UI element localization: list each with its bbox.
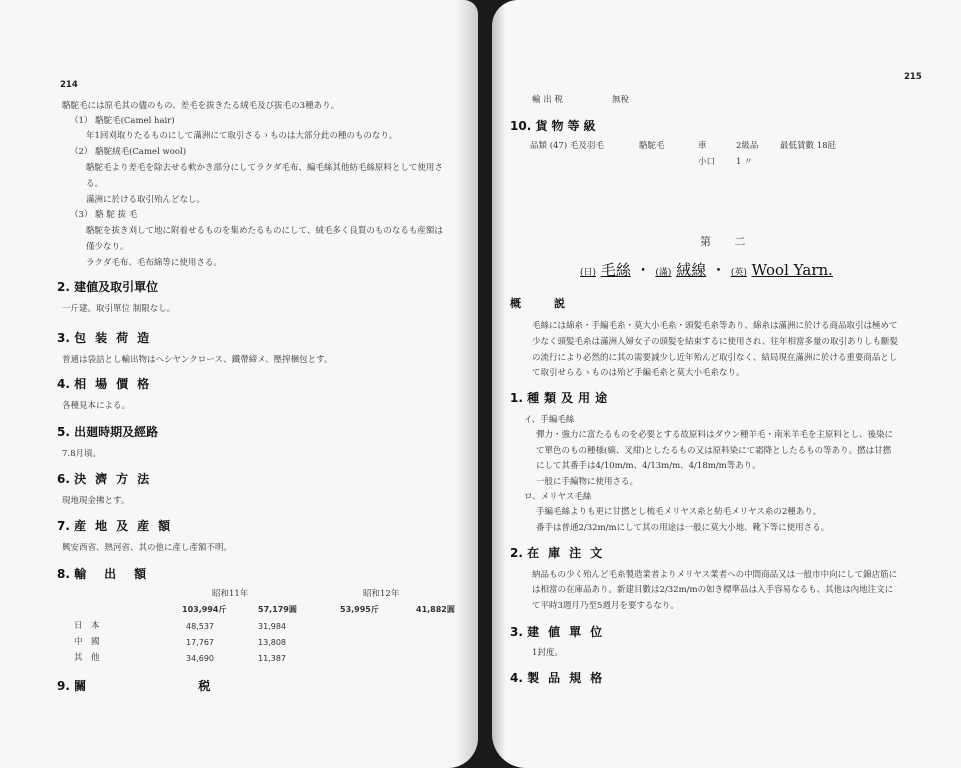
table-row-country: 其 他 xyxy=(74,653,100,663)
item-2-label: （2） 駱駝絨毛(Camel wool) xyxy=(70,147,187,157)
kind-label: イ、手編毛絲 xyxy=(524,415,575,425)
table-cell: 17,767 xyxy=(186,638,214,647)
export-tax-label: 輸 出 税 xyxy=(532,95,563,105)
table-cell: 31,984 xyxy=(258,622,286,631)
item-2-line: 駱駝毛より差毛を除去せる軟かき部分にしてラクダ毛布、編毛絲其他紡毛絲原料として使用さ xyxy=(86,163,443,173)
table-total: 41,882圓 xyxy=(416,605,455,614)
section-heading: 4. 製品規格 xyxy=(510,671,612,685)
table-cell: 48,537 xyxy=(186,622,214,631)
table-cell: 11,387 xyxy=(258,654,286,663)
section-heading: 2. 建値及取引單位 xyxy=(57,280,159,294)
section-body: 7.8月頃。 xyxy=(62,449,102,459)
item-2-line: 滿洲に於ける取引殆んどなし。 xyxy=(86,195,206,205)
overview-line: 毛絲には綿糸・手編毛糸・莫大小毛糸・頭髪毛糸等あり、綿糸は滿洲に於ける商品取引は極めて xyxy=(532,321,898,331)
table-row-country: 日 本 xyxy=(74,621,100,631)
section-heading: 3. 建値單位 xyxy=(510,625,612,639)
item-1-line: 年1回刈取りたるものにして滿洲にて取引さるゝものは大部分此の種のものなり。 xyxy=(86,131,398,141)
item-3-label: （3） 駱 駝 拔 毛 xyxy=(70,210,138,220)
gutter-shadow xyxy=(456,0,478,768)
kind-line: にして其番手は4/10m/m、4/13m/m、4/18m/m等あり。 xyxy=(536,461,761,471)
table-total: 103,994斤 xyxy=(182,605,227,614)
kind-line: 彈力・強力に富たるものを必要とする故原料はダウン種羊毛・南米羊毛を主原料とし、後染に xyxy=(536,430,894,440)
table-row-country: 中 國 xyxy=(74,637,100,647)
kind-line: 番手は普通2/32m/mにして其の用途は一般に莫大小地、靴下等に使用さる。 xyxy=(536,523,830,533)
section-heading: 10. 貨物等級 xyxy=(510,119,600,133)
chapter-number: 第 二 xyxy=(700,235,756,248)
grade-cell: 最低賃數 18瓩 xyxy=(780,141,837,151)
table-cell: 13,808 xyxy=(258,638,286,647)
section-heading: 5. 出廻時期及經路 xyxy=(57,425,159,439)
intro-text: 駱駝毛には原毛其の儘のもの、差毛を拔きたる絨毛及び拔毛の3種あり。 xyxy=(62,101,340,111)
grade-cell: 2級品 xyxy=(736,141,759,151)
item-2-line: る。 xyxy=(86,179,104,189)
chapter-title: (日) 毛絲 ・ (滿) 絨線 ・ (英) Wool Yarn. xyxy=(580,261,833,279)
unit-value: 1封度。 xyxy=(532,648,563,658)
stock-line: て平時3週月乃至5週月を要するなり。 xyxy=(532,601,679,611)
grade-cell: 小口 xyxy=(698,157,716,167)
left-page xyxy=(0,0,478,768)
page-number-left: 214 xyxy=(60,80,78,90)
grade-cell: 品類 (47) 毛及羽毛 xyxy=(530,141,604,151)
section-heading: 1. 種類及用途 xyxy=(510,391,613,405)
section-heading: 6. 決濟方法 xyxy=(57,472,159,486)
section-body: 一斤建。取引單位 制限なし。 xyxy=(62,304,176,314)
stock-line: 納品もの少く殆んど毛糸製造業者よりメリヤス業者への中間商品又は一般市中向にして錦店筋に xyxy=(532,570,898,580)
page-number-right: 215 xyxy=(904,72,922,82)
stock-line: は相當の在庫品あり。新建目數は2/32m/mの如き標準品は入手容易なるも、其他は內地注文に xyxy=(532,585,894,595)
overview-heading: 概 説 xyxy=(510,297,565,310)
kind-label: ロ、メリヤス毛絲 xyxy=(524,492,592,502)
table-total: 57,179圓 xyxy=(258,605,297,614)
item-3-line: ラクダ毛布、毛布綿等に使用さる。 xyxy=(86,258,222,268)
section-body: 興安西省、熱河省、其の他に產し產額不明。 xyxy=(62,543,233,553)
right-page xyxy=(492,0,961,768)
grade-cell: 駱駝毛 xyxy=(639,141,665,151)
export-tax-value: 無稅 xyxy=(612,95,630,105)
gutter-shadow xyxy=(492,0,506,768)
section-heading: 2. 在庫注文 xyxy=(510,546,612,560)
section-body: 各種見本による。 xyxy=(62,401,131,411)
section-heading: 3. 包装荷造 xyxy=(57,331,159,345)
section-heading: 8. 輸出額 xyxy=(57,567,165,581)
kind-line: 手編毛絲よりも更に甘撚とし梳毛メリヤス糸と紡毛メリヤス糸の2種あり。 xyxy=(536,507,822,517)
overview-line: の流行により必然的に其の需要減少し近年殆んど取引なく、結局現在滿洲に於ける重要商品とし xyxy=(532,353,898,363)
section-heading: 4. 相場價格 xyxy=(57,377,159,391)
section-heading: 9. 關 税 xyxy=(57,679,265,693)
section-heading: 7. 産地及産額 xyxy=(57,519,180,533)
item-3-line: 駱駝を拔き刈して地に附着せるものを集めたるものにして、絨毛多く良質のものなるも産額は xyxy=(86,226,443,236)
table-year-header: 昭和12年 xyxy=(363,589,400,599)
overview-line: 少なく頭髪毛糸は滿洲人婦女子の頭髪を結束するに使用され、往年相當多量の取引ありしも斷髪 xyxy=(532,337,899,347)
table-total: 53,995斤 xyxy=(340,605,379,614)
item-3-line: 僅少なり。 xyxy=(86,242,129,252)
section-body: 普通は袋詰とし輸出物はヘシヤンクロース、鐵帶締メ、壓搾梱包とす。 xyxy=(62,355,333,365)
grade-cell: 車 xyxy=(698,141,707,151)
item-1-label: （1） 駱駝毛(Camel hair) xyxy=(70,116,175,126)
table-year-header: 昭和11年 xyxy=(212,589,249,599)
section-body: 現地現金拂とす。 xyxy=(62,496,130,506)
table-cell: 34,690 xyxy=(186,654,214,663)
kind-line: 一般に手編物に使用さる。 xyxy=(536,477,639,487)
kind-line: て單色のもの種様(縞、叉紺)としたるもの又は原料染にて霜降としたるもの等あり。撚は甘撚 xyxy=(536,446,892,456)
overview-line: て取引せらるゝものは殆ど手編毛糸と莫大小毛糸なり。 xyxy=(532,368,745,378)
grade-cell: 1 〃 xyxy=(736,157,753,167)
